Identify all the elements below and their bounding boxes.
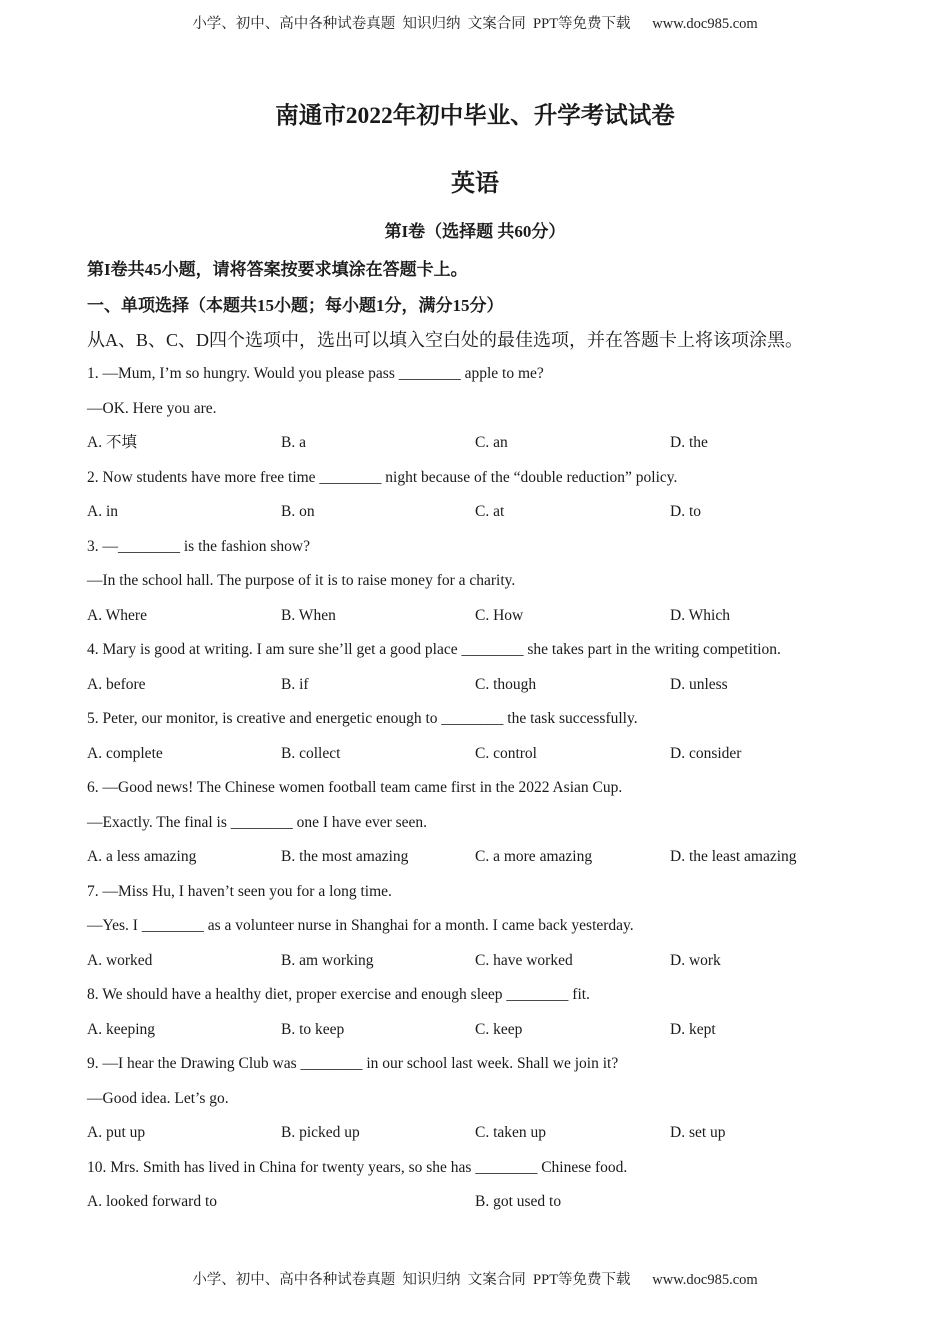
question-2 (87, 467, 867, 536)
answer-option-d: D. the (670, 434, 708, 451)
question-stem: 2. Now students have more free time ________ night because of the “double reduction” policy. (87, 468, 678, 486)
option-row (87, 605, 867, 640)
page-footer: 小学、初中、高中各种试卷真题 知识归纳 文案合同 PPT等免费下载 www.doc985.com (192, 1272, 758, 1288)
option-row (87, 1191, 867, 1226)
answer-option-b: B. the most amazing (281, 848, 409, 865)
answer-option-a: A. worked (87, 951, 153, 969)
answer-option-c: C. taken up (475, 1124, 547, 1141)
question-stem: 8. We should have a healthy diet, proper exercise and enough sleep ________ fit. (87, 986, 590, 1003)
answer-option-d: D. Which (670, 606, 730, 624)
question-stem: 7. —Miss Hu, I haven’t seen you for a long time. (87, 882, 392, 900)
answer-option-c: C. have worked (475, 951, 573, 969)
answer-option-a: A. looked forward to (87, 1193, 217, 1210)
answer-option-b: B. if (281, 675, 309, 693)
answer-option-c: C. control (475, 744, 537, 762)
option-row (87, 950, 867, 985)
question-stem: 4. Mary is good at writing. I am sure she’ll get a good place ________ she takes part in the writing competition. (87, 641, 781, 658)
question-9 (87, 1053, 867, 1157)
answer-option-b: B. on (281, 503, 315, 520)
answer-option-c: C. keep (475, 1020, 523, 1038)
page-header: 小学、初中、高中各种试卷真题 知识归纳 文案合同 PPT等免费下载 www.doc985.com (192, 16, 758, 32)
option-row (87, 432, 867, 467)
answer-option-a: A. put up (87, 1124, 146, 1141)
answer-option-b: B. When (281, 606, 336, 624)
question-stem: 10. Mrs. Smith has lived in China for twenty years, so she has ________ Chinese food. (87, 1158, 628, 1176)
answer-option-d: D. set up (670, 1124, 726, 1141)
option-row (87, 674, 867, 709)
answer-option-d: D. unless (670, 675, 728, 693)
question-10 (87, 1157, 867, 1226)
answer-option-c: C. though (475, 675, 537, 693)
section-title: 一、单项选择（本题共15小题；每小题1分，满分15分） (87, 296, 504, 315)
answer-option-b: B. a (281, 434, 306, 451)
question-stem: 6. —Good news! The Chinese women football team came first in the 2022 Asian Cup. (87, 779, 623, 796)
question-6 (87, 777, 867, 881)
question-8 (87, 984, 867, 1053)
option-row (87, 1019, 867, 1054)
question-dialogue-line: —Good idea. Let’s go. (87, 1089, 229, 1107)
question-stem: 9. —I hear the Drawing Club was ________ in our school last week. Shall we join it? (87, 1055, 619, 1072)
question-7 (87, 881, 867, 985)
part-instruction: 第I卷共45小题，请将答案按要求填涂在答题卡上。 (87, 260, 468, 279)
option-row (87, 1122, 867, 1157)
answer-option-c: C. at (475, 503, 505, 520)
answer-option-d: D. work (670, 951, 721, 969)
answer-option-b: B. picked up (281, 1124, 360, 1141)
answer-option-b: B. to keep (281, 1020, 345, 1038)
question-1 (87, 363, 867, 467)
answer-option-b: B. collect (281, 744, 341, 762)
question-dialogue-line: —In the school hall. The purpose of it is to raise money for a charity. (87, 572, 516, 589)
question-dialogue-line: —Yes. I ________ as a volunteer nurse in Shanghai for a month. I came back yesterday. (87, 917, 634, 934)
answer-option-d: D. consider (670, 744, 742, 762)
answer-option-a: A. in (87, 503, 118, 520)
answer-option-a: A. keeping (87, 1020, 156, 1038)
question-5 (87, 708, 867, 777)
question-4 (87, 639, 867, 708)
answer-option-a: A. complete (87, 744, 163, 762)
answer-option-a: A. 不填 (87, 434, 137, 451)
subject-title: 英语 (451, 171, 499, 197)
option-row (87, 501, 867, 536)
section-instruction: 从A、B、C、D四个选项中，选出可以填入空白处的最佳选项，并在答题卡上将该项涂黑。 (87, 330, 804, 350)
question-3 (87, 536, 867, 640)
part-title: 第I卷（选择题 共60分） (384, 222, 566, 241)
option-row (87, 743, 867, 778)
question-dialogue-line: —OK. Here you are. (87, 399, 217, 417)
answer-option-c: C. an (475, 434, 508, 451)
answer-option-d: D. to (670, 503, 701, 520)
answer-option-b: B. am working (281, 951, 374, 969)
exam-title: 南通市2022年初中毕业、升学考试试卷 (275, 103, 675, 129)
answer-option-b: B. got used to (475, 1193, 562, 1210)
answer-option-d: D. kept (670, 1020, 716, 1038)
answer-option-c: C. a more amazing (475, 848, 593, 865)
answer-option-d: D. the least amazing (670, 848, 797, 865)
question-dialogue-line: —Exactly. The final is ________ one I have ever seen. (87, 813, 428, 831)
question-list (87, 363, 867, 1226)
answer-option-c: C. How (475, 606, 524, 624)
question-stem: 1. —Mum, I’m so hungry. Would you please pass ________ apple to me? (87, 365, 544, 382)
option-row (87, 846, 867, 881)
question-stem: 5. Peter, our monitor, is creative and energetic enough to ________ the task successfully. (87, 710, 638, 727)
answer-option-a: A. before (87, 675, 146, 693)
answer-option-a: A. a less amazing (87, 848, 197, 865)
question-stem: 3. —________ is the fashion show? (87, 537, 311, 555)
answer-option-a: A. Where (87, 606, 147, 624)
